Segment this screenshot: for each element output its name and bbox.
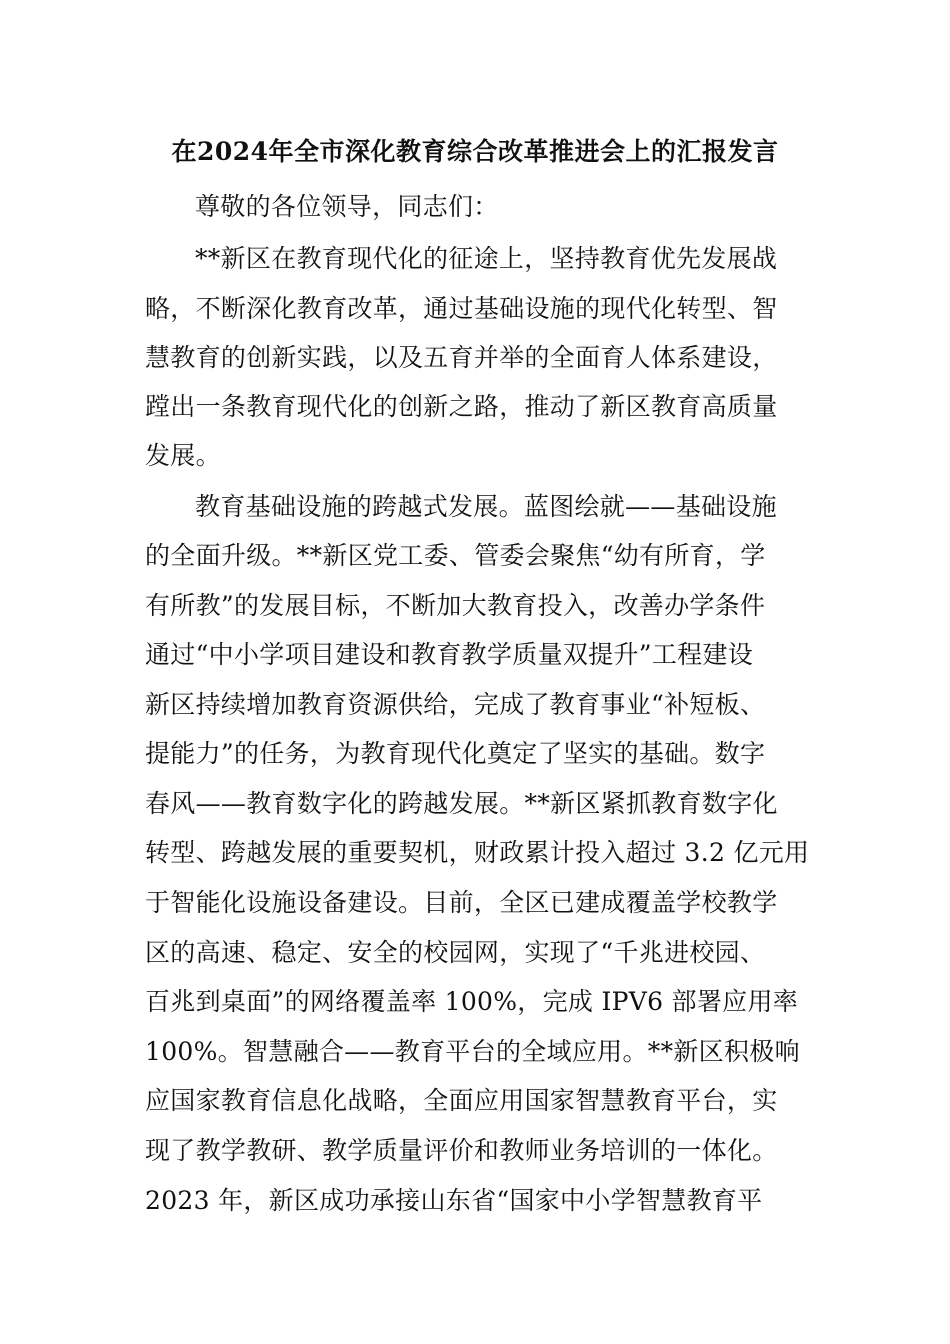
body-text-line: 应国家教育信息化战略，全面应用国家智慧教育平台，实 — [145, 1086, 778, 1115]
body-text-line: 略，不断深化教育改革，通过基础设施的现代化转型、智 — [145, 294, 778, 323]
body-text-line: 教育基础设施的跨越式发展。蓝图绘就——基础设施 — [195, 492, 777, 521]
body-text-line: 现了教学教研、教学质量评价和教师业务培训的一体化。 — [145, 1136, 778, 1165]
body-text-line: 2023 年，新区成功承接山东省“国家中小学智慧教育平 — [145, 1186, 763, 1215]
body-text-line: 蹚出一条教育现代化的创新之路，推动了新区教育高质量 — [145, 392, 778, 421]
body-text-line: 提能力”的任务，为教育现代化奠定了坚实的基础。数字 — [145, 739, 766, 768]
body-text-line: 于智能化设施设备建设。目前，全区已建成覆盖学校教学 — [145, 888, 778, 917]
body-text-line: 新区持续增加教育资源供给，完成了教育事业“补短板、 — [145, 690, 766, 719]
body-text-line: 100%。智慧融合——教育平台的全域应用。**新区积极响 — [145, 1037, 800, 1066]
body-text-line: 慧教育的创新实践，以及五育并举的全面育人体系建设， — [145, 343, 778, 372]
salutation-line: 尊敬的各位领导，同志们： — [195, 192, 499, 221]
body-text-line: 春风——教育数字化的跨越发展。**新区紧抓教育数字化 — [145, 789, 778, 818]
body-text-line: 的全面升级。**新区党工委、管委会聚焦“幼有所育，学 — [145, 541, 766, 570]
body-text-line: 发展。 — [145, 441, 221, 470]
body-text-line: 转型、跨越发展的重要契机，财政累计投入超过 3.2 亿元用 — [145, 838, 810, 867]
body-text-line: 有所教”的发展目标，不断加大教育投入，改善办学条件 — [145, 591, 766, 620]
body-text-line: 百兆到桌面”的网络覆盖率 100%，完成 IPV6 部署应用率 — [145, 987, 799, 1016]
body-text-line: 通过“中小学项目建设和教育教学质量双提升”工程建设 — [145, 640, 754, 669]
body-text-line: **新区在教育现代化的征途上，坚持教育优先发展战 — [195, 244, 778, 273]
body-text-line: 区的高速、稳定、安全的校园网，实现了“千兆进校园、 — [145, 938, 766, 967]
document-title: 在2024年全市深化教育综合改革推进会上的汇报发言 — [171, 137, 779, 166]
